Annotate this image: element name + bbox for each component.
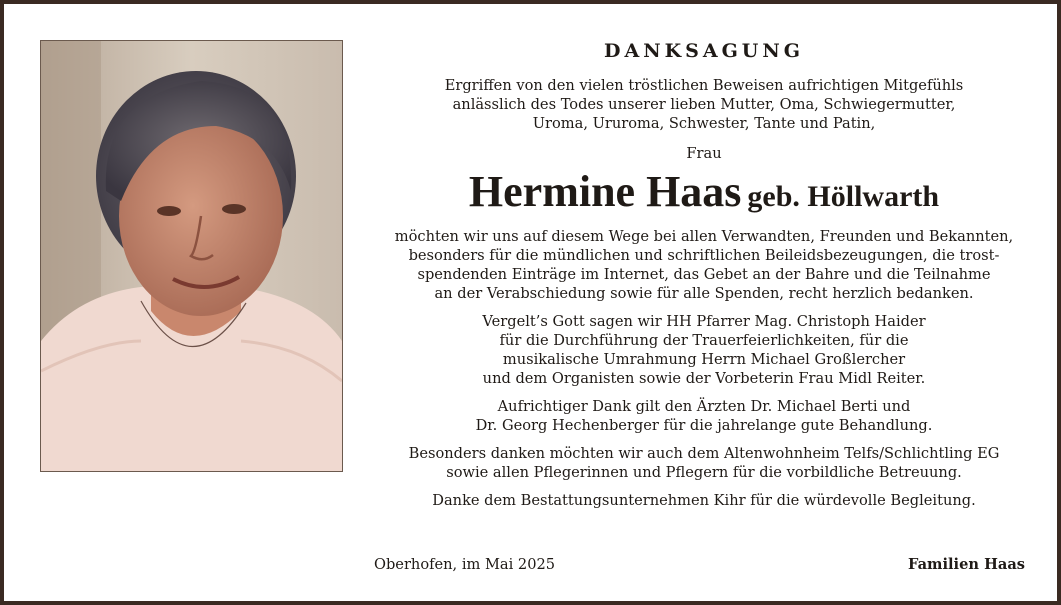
care-paragraph	[366, 444, 1042, 482]
priest-line: musikalische Umrahmung Herrn Michael Großlercher	[502, 351, 906, 368]
care-line: Besonders danken möchten wir auch dem Altenwohnheim Telfs/Schlichtling EG	[408, 445, 1000, 462]
thanks-line: spendenden Einträge im Internet, das Gebet an der Bahre und die Teilnahme	[417, 266, 991, 283]
intro-line: Uroma, Ururoma, Schwester, Tante und Patin,	[532, 115, 876, 132]
portrait-photo	[40, 40, 343, 472]
signature: Familien Haas	[908, 556, 1025, 573]
deceased-name	[366, 166, 1042, 217]
doctors-line: Dr. Georg Hechenberger für die jahrelange gute Behandlung.	[475, 417, 933, 434]
doctors-line: Aufrichtiger Dank gilt den Ärzten Dr. Michael Berti und	[497, 398, 911, 415]
thanks-line: an der Verabschiedung sowie für alle Spenden, recht herzlich bedanken.	[434, 285, 974, 302]
funeral-paragraph	[366, 491, 1042, 510]
doctors-paragraph	[366, 397, 1042, 435]
notice-title: DANKSAGUNG	[604, 40, 804, 62]
priest-line: Vergelt’s Gott sagen wir HH Pfarrer Mag. Christoph Haider	[482, 313, 926, 330]
care-line: sowie allen Pflegerinnen und Pflegern für die vorbildliche Betreuung.	[446, 464, 962, 481]
portrait-image	[41, 41, 342, 471]
deceased-name-main: Hermine Haas	[468, 167, 742, 216]
priest-line: und dem Organisten sowie der Vorbeterin Frau Midl Reiter.	[482, 370, 926, 387]
intro-paragraph	[366, 76, 1042, 133]
notice-content	[366, 34, 1042, 510]
place-date: Oberhofen, im Mai 2025	[374, 556, 556, 573]
intro-line: Ergriffen von den vielen tröstlichen Beweisen aufrichtigen Mitgefühls	[444, 77, 964, 94]
salutation: Frau	[686, 145, 722, 162]
thanks-line: besonders für die mündlichen und schriftlichen Beileidsbezeugungen, die trost-	[408, 247, 1000, 264]
funeral-line: Danke dem Bestattungsunternehmen Kihr für die würdevolle Begleitung.	[432, 492, 976, 509]
priest-line: für die Durchführung der Trauerfeierlichkeiten, für die	[499, 332, 909, 349]
priest-paragraph	[366, 312, 1042, 388]
thanks-paragraph	[366, 227, 1042, 303]
deceased-birth-name: geb. Höllwarth	[747, 180, 940, 213]
thanks-line: möchten wir uns auf diesem Wege bei allen Verwandten, Freunden und Bekannten,	[394, 228, 1014, 245]
intro-line: anlässlich des Todes unserer lieben Mutter, Oma, Schwiegermutter,	[452, 96, 956, 113]
